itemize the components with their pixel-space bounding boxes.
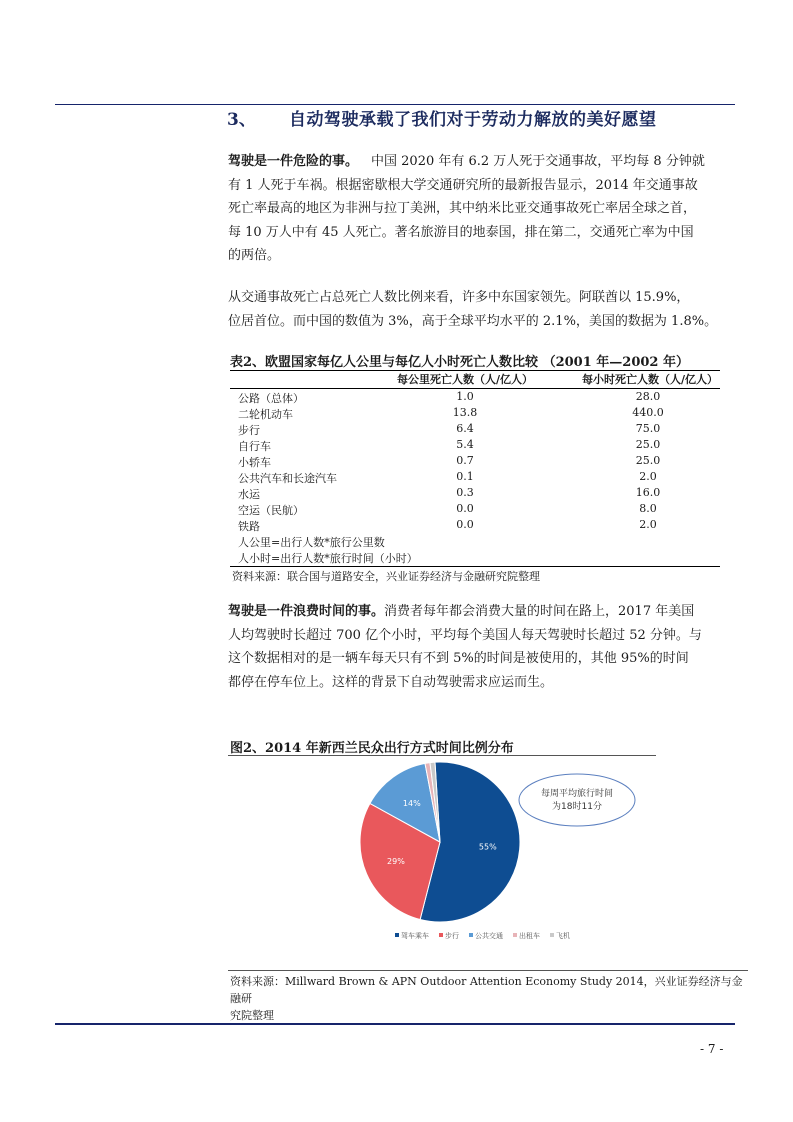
legend-label: 出租车 — [519, 932, 540, 940]
callout-line-1: 每周平均旅行时间 — [540, 789, 614, 799]
table-cell-per-hour: 28.0 — [635, 390, 661, 403]
paragraph-line: 驾驶是一件浪费时间的事。消费者每年都会消费大量的时间在路上，2017 年美国 — [228, 604, 695, 619]
pie-data-label: 55% — [478, 842, 497, 852]
callout-bubble — [519, 774, 635, 826]
table-header-col1: 每公里死亡人数（人/亿人） — [396, 373, 534, 386]
table-cell-per-hour: 25.0 — [635, 438, 661, 451]
legend-swatch — [439, 933, 443, 937]
table-cell-per-km: 0.3 — [456, 486, 474, 499]
table-cell-per-hour: 25.0 — [635, 454, 661, 467]
table-title: 表2、欧盟国家每亿人公里与每亿人小时死亡人数比较 （2001 年—2002 年） — [230, 355, 689, 370]
section-title: 自动驾驶承载了我们对于劳动力解放的美好愿望 — [289, 110, 657, 130]
legend-swatch — [550, 933, 554, 937]
table-row — [230, 422, 720, 438]
table-cell-mode: 水运 — [238, 488, 260, 501]
table-source: 资料来源：联合国与道路安全，兴业证券经济与金融研究院整理 — [232, 570, 540, 583]
paragraph-lead: 驾驶是一件危险的事。 — [228, 154, 359, 169]
table-cell-per-km: 6.4 — [456, 422, 474, 435]
table-cell-per-hour: 440.0 — [632, 406, 664, 419]
table-cell-mode: 铁路 — [238, 520, 260, 533]
table-header-col2: 每小时死亡人数（人/亿人） — [581, 373, 719, 386]
figure-source-line: 究院整理 — [230, 1009, 274, 1022]
paragraph-line: 人均驾驶时长超过 700 亿个小时，平均每个美国人每天驾驶时长超过 52 分钟。与 — [228, 627, 702, 643]
table-cell-per-km: 0.0 — [456, 518, 474, 531]
table-row — [230, 406, 720, 422]
table-note — [230, 534, 720, 550]
paragraph-line: 死亡率最高的地区为非洲与拉丁美洲，其中纳米比亚交通事故死亡率居全球之首， — [228, 201, 697, 216]
table-cell-mode: 小轿车 — [238, 456, 271, 469]
figure-source-line: 资料来源：Millward Brown & APN Outdoor Attention Economy Study 2014，兴业证券经济与金融研 — [230, 975, 743, 1005]
page-number: - 7 - — [700, 1042, 724, 1056]
table-row — [230, 486, 720, 502]
table-row — [230, 438, 720, 454]
table-bottom-rule — [230, 566, 720, 567]
table-cell-per-km: 0.0 — [456, 502, 474, 515]
paragraph-line: 每 10 万人中有 45 人死亡。著名旅游目的地泰国，排在第二，交通死亡率为中国 — [228, 224, 694, 240]
table-cell-per-km: 13.8 — [452, 406, 478, 419]
table-row — [230, 502, 720, 518]
paragraph-waste — [228, 600, 720, 694]
figure-source — [230, 973, 750, 1024]
legend-label: 飞机 — [556, 932, 570, 940]
table-row — [230, 454, 720, 470]
table-cell-per-hour: 2.0 — [639, 518, 657, 531]
table-cell-per-hour: 2.0 — [639, 470, 657, 483]
table-cell-mode: 公共汽车和长途汽车 — [238, 472, 337, 485]
table-note — [230, 550, 720, 566]
paragraph-line: 这个数据相对的是一辆车每天只有不到 5%的时间是被使用的，其他 95%的时间 — [228, 651, 689, 666]
table-row — [230, 390, 720, 406]
table-cell-per-km: 0.1 — [456, 470, 474, 483]
legend-label: 驾车乘车 — [401, 932, 429, 940]
figure-title: 图2、2014 年新西兰民众出行方式时间比例分布 — [230, 741, 514, 756]
callout-line-2: 为18时11分 — [552, 802, 602, 812]
table-cell-mode: 空运（民航） — [238, 504, 304, 517]
figure-bottom-rule — [228, 970, 748, 971]
table-row — [230, 518, 720, 534]
table-row — [230, 470, 720, 486]
footer-rule — [55, 1023, 735, 1025]
paragraph-lead: 驾驶是一件浪费时间的事。 — [228, 604, 385, 619]
paragraph-line: 从交通事故死亡占总死亡人数比例来看，许多中东国家领先。阿联酋以 15.9%， — [228, 290, 690, 305]
legend-swatch — [469, 933, 473, 937]
table-cell-per-km: 5.4 — [456, 438, 474, 451]
table-cell-per-km: 0.7 — [456, 454, 474, 467]
table-cell-mode: 步行 — [238, 424, 260, 437]
paragraph-line: 都停在停车位上。这样的背景下自动驾驶需求应运而生。 — [228, 674, 554, 690]
pie-data-label: 14% — [402, 799, 421, 809]
legend-label: 公共交通 — [475, 932, 503, 940]
table-cell-per-hour: 75.0 — [635, 422, 661, 435]
table-cell-mode: 二轮机动车 — [238, 408, 293, 421]
table-cell-per-hour: 8.0 — [639, 502, 657, 515]
paragraph-danger — [228, 150, 720, 268]
legend-swatch — [513, 933, 517, 937]
paragraph-ratio — [228, 286, 720, 333]
legend-swatch — [395, 933, 399, 937]
table-cell-mode: 公路（总体） — [238, 392, 304, 405]
pie-chart — [340, 758, 650, 948]
table-note-km: 人公里=出行人数*旅行公里数 — [238, 536, 385, 549]
table-header-rule — [230, 388, 720, 389]
legend-label: 步行 — [445, 932, 459, 940]
paragraph-line: 的两倍。 — [228, 248, 281, 263]
section-number: 3、 — [227, 110, 256, 130]
pie-data-label: 29% — [387, 857, 405, 867]
paragraph-line: 有 1 人死于车祸。根据密歇根大学交通研究所的最新报告显示，2014 年交通事故 — [228, 177, 698, 193]
paragraph-line: 驾驶是一件危险的事。 中国 2020 年有 6.2 万人死于交通事故，平均每 8 分钟就 — [228, 154, 705, 169]
table-note-hour: 人小时=出行人数*旅行时间（小时） — [238, 552, 418, 565]
table-cell-mode: 自行车 — [238, 440, 271, 453]
figure-top-rule — [228, 755, 656, 756]
table-header-row — [230, 371, 720, 387]
paragraph-line: 位居首位。而中国的数值为 3%，高于全球平均水平的 2.1%，美国的数据为 1.8%。 — [228, 313, 718, 329]
table-cell-per-km: 1.0 — [456, 390, 474, 403]
table-cell-per-hour: 16.0 — [635, 486, 661, 499]
